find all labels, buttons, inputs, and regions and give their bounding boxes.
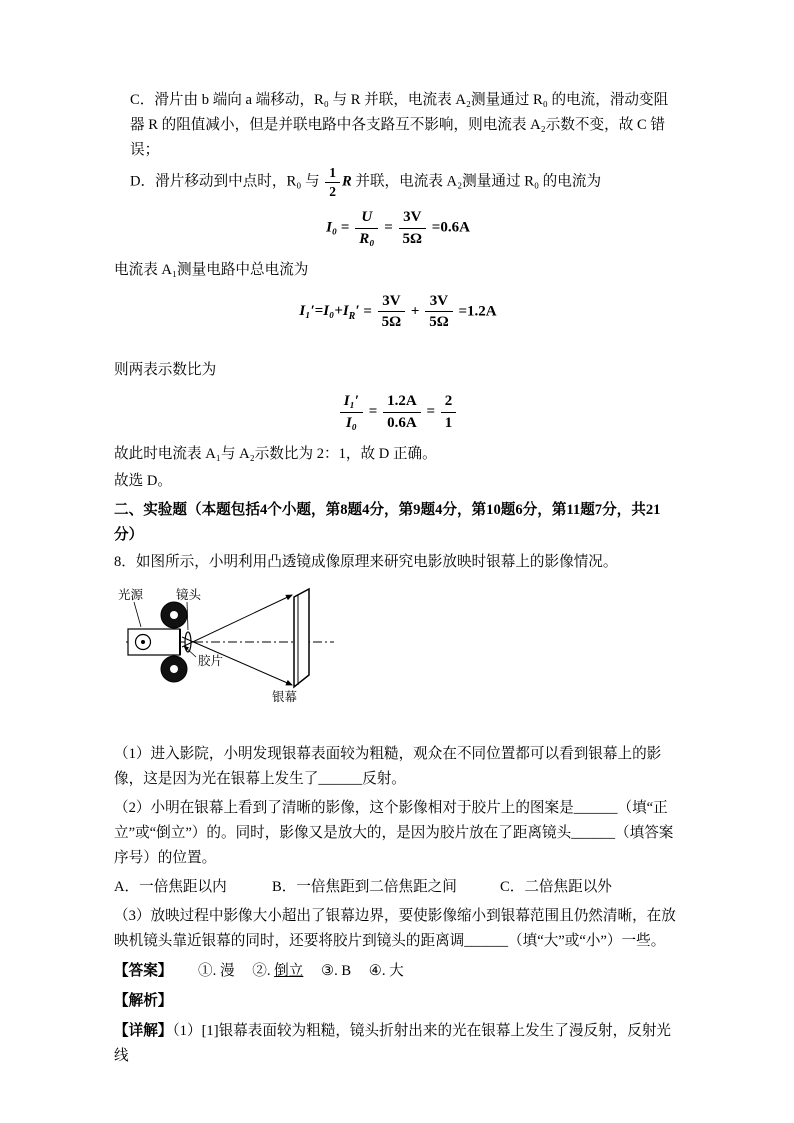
formula-current-i0 [114, 208, 682, 249]
formula2-fraction-1 [378, 292, 406, 333]
film-reel-bottom-hole [170, 665, 178, 673]
formula2-lhs-subscript: R [348, 311, 356, 323]
formula1-equals-2: = [384, 219, 393, 236]
answer-line [114, 959, 682, 984]
film-reel-top-hole [170, 611, 178, 619]
formula1-f1-den: R₀ [359, 230, 375, 247]
formula1-lhs: I₀ [326, 219, 338, 236]
question-8-stem: 8．如图所示，小明利用凸透镜成像原理来研究电影放映时银幕上的影像情况。 [114, 553, 618, 570]
analysis-label-line [114, 989, 682, 1014]
formula1-fraction-3v-5ohm [399, 208, 427, 249]
formula1-fraction-u-r0 [355, 208, 378, 249]
variable-r: R [341, 173, 352, 190]
formula2-result: =1.2A [458, 303, 497, 320]
answer-1-text: 漫 [219, 962, 235, 979]
formula2-lhs-main: I₁′=I₀+I [299, 303, 349, 320]
formula1-f2-den: 5Ω [402, 230, 423, 247]
screen-shape [294, 589, 309, 687]
formula2-f2-den: 5Ω [429, 314, 449, 331]
detail-text: （1）[1]银幕表面较为粗糙，镜头折射出来的光在银幕上发生了漫反射，反射光线 [114, 1022, 672, 1064]
ammeter-a1-line: 电流表 A₁测量电路中总电流为 [114, 261, 309, 278]
answer-item-4 [369, 963, 404, 979]
paragraph-d-text-pre: D．滑片移动到中点时，R₀ 与 [130, 173, 320, 190]
formula3-fm-num: 1.2A [383, 392, 421, 413]
analysis-paragraph-c: C．滑片由 b 端向 a 端移动，R₀ 与 R 并联，电流表 A₂测量通过 R₀ 的电流，滑动变阻器 R 的阻值减小，但是并联电路中各支路互不影响，则电流表 A₂示数不变，故 C 错误； [130, 92, 669, 158]
formula2-plus: + [410, 303, 420, 320]
formula2-f2-num: 3V [425, 292, 453, 313]
answer-3-number: ③. [320, 962, 338, 979]
formula3-fm-den: 0.6A [387, 414, 417, 431]
light-source-leader [134, 602, 141, 627]
screen-label: 银幕 [272, 689, 298, 704]
projector-diagram [116, 585, 366, 707]
fraction-numerator: 1 [325, 165, 340, 183]
lens-icon [185, 632, 191, 652]
question-8-options [114, 875, 682, 900]
bulb-center-icon [141, 640, 145, 644]
formula3-equals-1: = [368, 403, 378, 420]
question-8-part2: （2）小明在银幕上看到了清晰的影像，这个影像相对于胶片上的图案是______（填“正立”或“倒立”）的。同时，影像又是放大的，是因为胶片放在了距离镜头______（填答案序号）的位置。 [114, 799, 674, 866]
ratio-intro-line: 则两表示数比为 [114, 362, 217, 379]
option-b: B．一倍焦距到二倍焦距之间 [272, 878, 457, 895]
formula3-fr-num: 2 [441, 392, 457, 413]
option-a: A．一倍焦距以内 [114, 878, 227, 895]
film-label: 胶片 [198, 653, 224, 668]
lens-leader [187, 602, 188, 630]
formula3-equals-2: = [426, 403, 435, 420]
formula2-fraction-2 [425, 292, 453, 333]
lens-label: 镜头 [176, 587, 202, 602]
formula3-fr-den: 1 [444, 414, 453, 431]
formula2-f1-num: 3V [378, 292, 406, 313]
analysis-paragraph-d [130, 165, 682, 199]
answer-item-1 [198, 963, 235, 979]
answer-item-3 [321, 963, 351, 979]
answer-2-number: ②. [252, 962, 271, 979]
formula2-equals: = [363, 303, 372, 320]
formula3-fraction-mid [383, 392, 421, 433]
formula1-equals-1: = [340, 219, 350, 236]
formula1-f2-num: 3V [399, 208, 427, 229]
choose-d-line: 故选 D。 [114, 472, 172, 489]
answer-1-number: ①. [198, 962, 217, 979]
formula1-result: =0.6A [431, 219, 470, 236]
formula-total-current [114, 292, 682, 333]
formula3-fraction-right [441, 392, 457, 433]
detail-label: 【详解】 [114, 1022, 173, 1039]
analysis-label: 【解析】 [114, 992, 173, 1009]
formula3-fraction-left [340, 392, 363, 433]
answer-label: 【答案】 [114, 962, 173, 979]
question-8-part1: （1）进入影院，小明发现银幕表面较为粗糙，观众在不同位置都可以看到银幕上的影像，这是因为光在银幕上发生了______反射。 [114, 745, 662, 787]
answer-2-text: 倒立 [274, 962, 304, 979]
formula-ratio [114, 392, 682, 433]
question-8-figure [116, 585, 682, 716]
answer-3-text: B [341, 962, 352, 979]
section-two-heading: 二、实验题（本题包括4个小题，第8题4分，第9题4分，第10题6分，第11题7分，共21分） [114, 501, 661, 543]
light-source-label: 光源 [118, 587, 144, 602]
formula2-lhs-prime: ′ [355, 303, 360, 320]
conclusion-line: 故此时电流表 A₁与 A₂示数比为 2：1，故 D 正确。 [114, 445, 437, 462]
question-8-part3: （3）放映过程中影像大小超出了银幕边界，要使影像缩小到银幕范围且仍然清晰，在放映机镜头靠近银幕的同时，还要将胶片到镜头的距离调______（填“大”或“小”）一些。 [114, 907, 676, 949]
formula1-f1-num: U [355, 208, 378, 229]
answer-item-2 [252, 963, 303, 979]
formula3-fl-num: I₁′ [340, 392, 363, 413]
formula2-f1-den: 5Ω [381, 314, 402, 331]
fraction-denominator: 2 [329, 183, 336, 199]
answer-4-number: ④. [368, 962, 386, 979]
paragraph-d-text-post: 并联，电流表 A₂测量通过 R₀ 的电流为 [355, 173, 602, 190]
answer-4-text: 大 [389, 962, 404, 979]
formula3-fl-den: I₀ [345, 414, 357, 431]
one-half-fraction [325, 165, 340, 199]
light-ray-top [182, 595, 292, 647]
option-c: C．二倍焦距以外 [500, 878, 612, 895]
formula2-lhs [299, 303, 360, 323]
detail-line [114, 1019, 682, 1069]
